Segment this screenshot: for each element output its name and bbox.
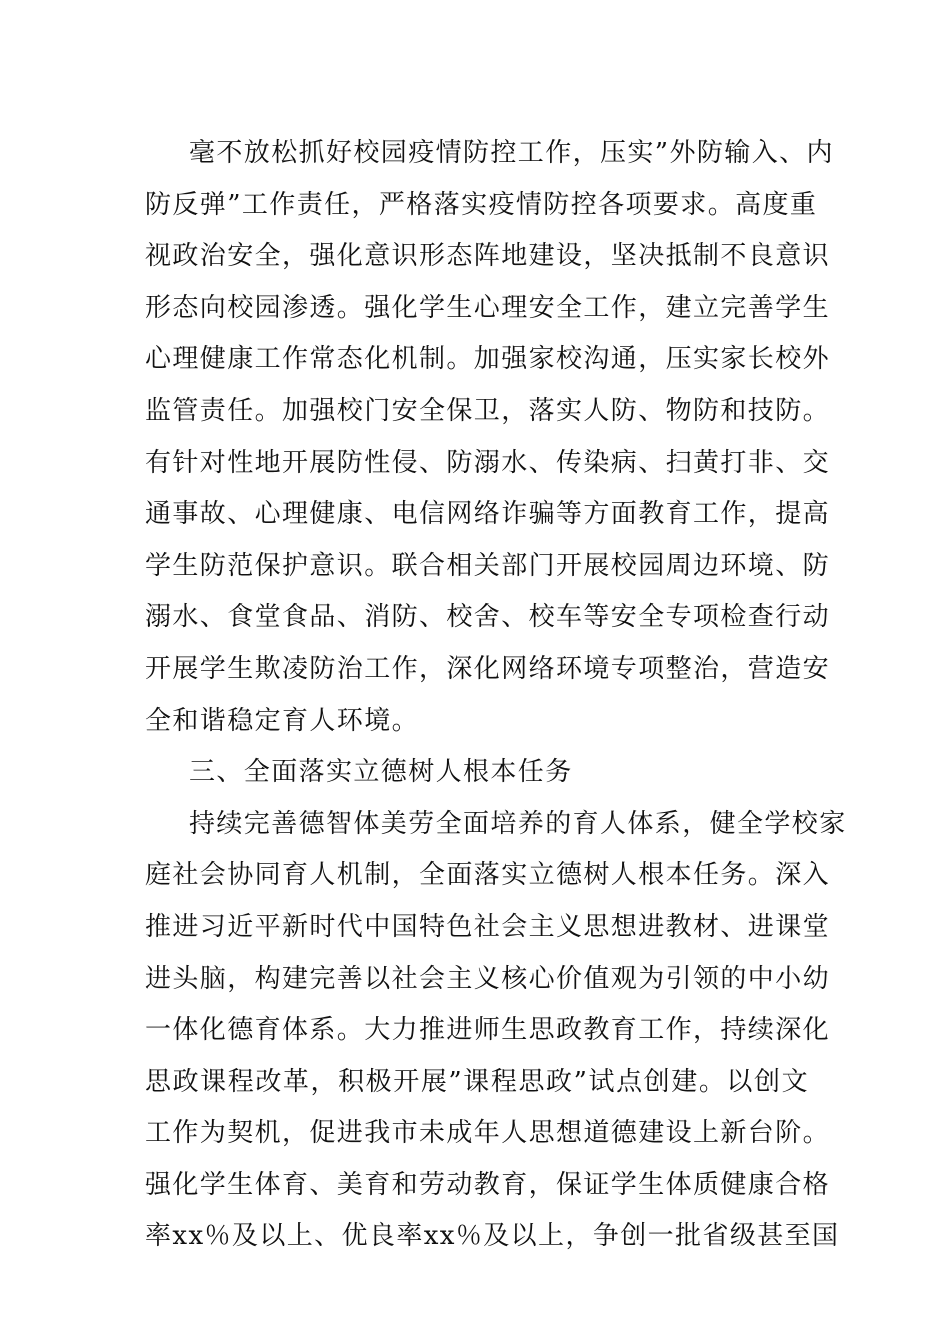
text-line: 防反弹”工作责任，严格落实疫情防控各项要求。高度重	[145, 189, 818, 220]
text-line: 推进习近平新时代中国特色社会主义思想进教材、进课堂	[145, 911, 831, 942]
text-line: 心理健康工作常态化机制。加强家校沟通，压实家长校外	[145, 344, 831, 375]
text-line: 一体化德育体系。大力推进师生思政教育工作，持续深化	[145, 1015, 831, 1046]
text-line: 毫不放松抓好校园疫情防控工作，压实”外防输入、内	[189, 138, 834, 168]
text-line: 形态向校园渗透。强化学生心理安全工作，建立完善学生	[145, 292, 831, 323]
text-line: 视政治安全，强化意识形态阵地建设，坚决抵制不良意识	[145, 241, 831, 272]
text-line: 强化学生体育、美育和劳动教育，保证学生体质健康合格	[145, 1169, 831, 1200]
text-line: 有针对性地开展防性侵、防溺水、传染病、扫黄打非、交	[145, 447, 831, 478]
text-line: 全和谐稳定育人环境。	[145, 705, 420, 736]
text-line: 通事故、心理健康、电信网络诈骗等方面教育工作，提高	[145, 499, 831, 530]
text-line: 溺水、食堂食品、消防、校舍、校车等安全专项检查行动	[145, 602, 831, 633]
text-line: 工作为契机，促进我市未成年人思想道德建设上新台阶。	[145, 1118, 831, 1149]
text-line: 持续完善德智体美劳全面培养的育人体系，健全学校家	[189, 808, 847, 839]
text-line: 学生防范保护意识。联合相关部门开展校园周边环境、防	[145, 550, 831, 581]
section-heading: 三、全面落实立德树人根本任务	[189, 757, 573, 788]
text-line: 监管责任。加强校门安全保卫，落实人防、物防和技防。	[145, 395, 831, 426]
text-line: 进头脑，构建完善以社会主义核心价值观为引领的中小幼	[145, 963, 831, 994]
text-line: 开展学生欺凌防治工作，深化网络环境专项整治，营造安	[145, 653, 831, 684]
document-body	[145, 128, 847, 1263]
text-line: 庭社会协同育人机制，全面落实立德树人根本任务。深入	[145, 860, 831, 891]
text-line: 思政课程改革，积极开展”课程思政”试点创建。以创文	[145, 1066, 809, 1097]
text-line: 率xx％及以上、优良率xx％及以上，争创一批省级甚至国	[145, 1221, 840, 1252]
